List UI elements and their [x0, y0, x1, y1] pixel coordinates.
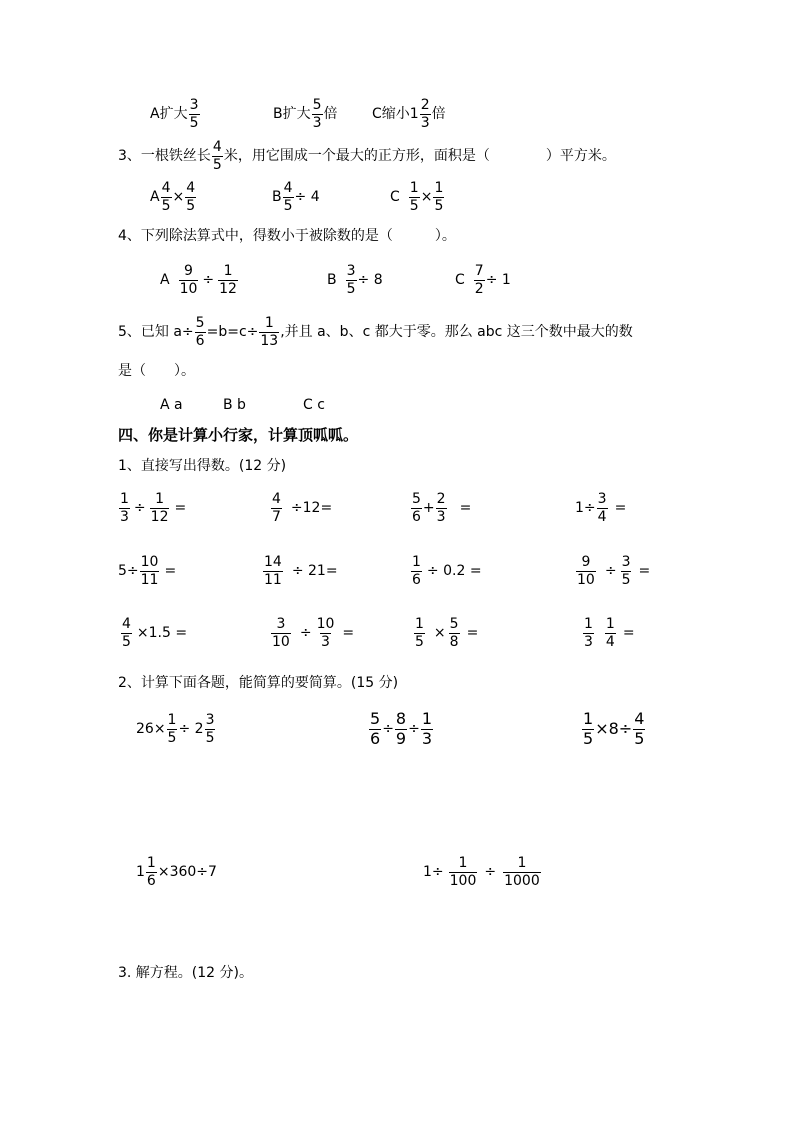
subsection-3-title: 3. 解方程。(12 分)。: [118, 965, 253, 981]
operator: ÷: [484, 864, 497, 881]
fraction: $\frac{8}{9}$: [395, 709, 407, 748]
q3-option-b: [272, 181, 320, 213]
fraction: $\frac{1}{3}$: [421, 709, 433, 748]
operator: =: [622, 625, 635, 642]
fraction: 5 3: [312, 97, 322, 131]
option-label: B: [272, 189, 282, 206]
operator: ÷: [299, 625, 312, 642]
operator: ×360÷7: [157, 864, 217, 881]
fraction: 2 3: [420, 97, 430, 131]
option-label: A扩大: [150, 106, 188, 123]
q5-option-b: B b: [223, 397, 246, 413]
operator: 5÷: [118, 563, 139, 580]
question-5-line2: 是（ ）。: [118, 363, 195, 379]
calc-item: [120, 617, 187, 649]
operator: ÷ 0.2 =: [426, 563, 482, 580]
calc-item: [118, 492, 186, 524]
calc-item: [410, 492, 471, 524]
operator: ÷: [382, 721, 394, 738]
question-4: 4、下列除法算式中，得数小于被除数的是（ ）。: [118, 228, 456, 244]
q4-option-a: [160, 264, 239, 296]
subsection-2-title: 2、计算下面各题，能简算的要简算。(15 分): [118, 675, 399, 691]
operator: +: [422, 500, 435, 517]
q2-option-c: [372, 98, 446, 130]
operator: 1÷: [423, 864, 444, 881]
fraction: $\frac{1}{1000}$: [504, 855, 540, 889]
fraction: $\frac{1}{5}$: [415, 616, 424, 650]
calc-item: [270, 617, 354, 649]
fraction: $\frac{5}{6}$: [370, 709, 381, 748]
operator: =: [342, 625, 355, 642]
fraction: $\frac{1}{12}$: [150, 491, 169, 525]
operator: ÷: [202, 272, 215, 289]
calc-item: [270, 492, 332, 524]
operator: ÷ 2: [178, 721, 204, 738]
fraction: $\frac{10}{3}$: [316, 616, 335, 650]
operator: ÷: [408, 721, 420, 738]
fraction: $\frac{4}{7}$: [272, 491, 281, 525]
calc-item: [423, 856, 542, 888]
operator: ×: [433, 625, 446, 642]
option-label: C: [455, 272, 465, 289]
option-label: A: [150, 189, 160, 206]
calc-item: [575, 492, 626, 524]
section-title: 四、你是计算小行家，计算顶呱呱。: [118, 426, 359, 444]
fraction: 3 5: [189, 97, 199, 131]
question-text: =b=c÷: [206, 324, 259, 341]
operator: =: [638, 563, 651, 580]
operator: =: [164, 563, 177, 580]
calc-item: [410, 555, 482, 587]
q5-option-a: A a: [160, 397, 183, 413]
calc-item: [413, 617, 478, 649]
option-label: C缩小: [372, 106, 410, 123]
operator: =: [459, 500, 472, 517]
option-label: B: [327, 272, 337, 289]
operator: =: [466, 625, 479, 642]
fraction: $\frac{1}{5}$: [409, 180, 419, 214]
q2-option-b: [273, 98, 338, 130]
option-label: A: [160, 272, 170, 289]
subsection-1-title: 1、直接写出得数。(12 分): [118, 458, 287, 474]
fraction: $\frac{3}{10}$: [272, 616, 290, 650]
fraction: $\frac{4}{5}$: [186, 180, 196, 214]
fraction: $\frac{3}{4}$: [597, 491, 607, 525]
question-text: ,并且 a、b、c 都大于零。那么 abc 这三个数中最大的数: [280, 324, 633, 341]
operator: ÷ 1: [485, 272, 511, 289]
q3-option-c: [390, 181, 445, 213]
operator: ×: [420, 189, 433, 206]
fraction: $\frac{1}{5}$: [583, 709, 594, 748]
question-3: [118, 140, 616, 172]
operator: ÷ 21=: [291, 563, 338, 580]
calc-item: [136, 713, 216, 745]
fraction: $\frac{5}{6}$: [195, 315, 205, 349]
operator: =: [174, 500, 187, 517]
fraction: $\frac{1}{6}$: [146, 855, 156, 889]
fraction: $\frac{1}{6}$: [412, 554, 421, 588]
fraction: $\frac{5}{8}$: [449, 616, 459, 650]
fraction: $\frac{1}{4}$: [605, 616, 615, 650]
fraction: 5 6: [412, 491, 421, 525]
fraction: $\frac{2}{3}$: [436, 491, 446, 525]
calc-item: [368, 711, 434, 748]
q4-option-c: [455, 264, 511, 296]
fraction: $\frac{4}{5}$: [161, 180, 171, 214]
fraction: 3 5: [205, 712, 215, 746]
calc-item: [262, 555, 338, 587]
operator: ÷12=: [290, 500, 333, 517]
mixed-whole: 1: [409, 106, 419, 123]
fraction: $\frac{9}{10}$: [577, 554, 595, 588]
option-label: C: [390, 189, 400, 206]
calc-item: [582, 617, 635, 649]
question-text: 3、一根铁丝长: [118, 148, 211, 165]
fraction: 1 3: [584, 616, 593, 650]
fraction: $\frac{4}{5}$: [283, 180, 293, 214]
q4-option-b: [327, 264, 383, 296]
operator: ÷ 8: [357, 272, 383, 289]
question-text: 5、已知 a÷: [118, 324, 194, 341]
fraction: $\frac{10}{11}$: [140, 554, 159, 588]
fraction: $\frac{1}{12}$: [219, 263, 237, 297]
option-suffix: 倍: [431, 106, 446, 123]
question-5: [118, 316, 633, 348]
q5-option-c: C c: [303, 397, 325, 413]
calc-item: [118, 555, 176, 587]
operator: 1÷: [575, 500, 596, 517]
operator: 26×: [136, 721, 166, 738]
calc-item: [581, 711, 646, 748]
question-text: 米，用它围成一个最大的正方形，面积是（ ）平方米。: [223, 148, 616, 165]
fraction: $\frac{1}{5}$: [167, 712, 177, 746]
operator: ×: [172, 189, 185, 206]
q2-option-a: [150, 98, 201, 130]
fraction: $\frac{14}{11}$: [264, 554, 282, 588]
q3-option-a: [150, 181, 197, 213]
fraction: $\frac{3}{5}$: [621, 554, 631, 588]
fraction: $\frac{7}{2}$: [474, 263, 484, 297]
operator: ÷: [604, 563, 617, 580]
operator: =: [614, 500, 627, 517]
operator: ÷: [133, 500, 146, 517]
operator: ÷ 4: [294, 189, 320, 206]
calc-item: [136, 856, 217, 888]
fraction: $\frac{1}{3}$: [120, 491, 129, 525]
fraction: $\frac{4}{5}$: [634, 709, 645, 748]
option-label: B扩大: [273, 106, 311, 123]
fraction: $\frac{1}{5}$: [434, 180, 444, 214]
operator: ×1.5 =: [136, 625, 188, 642]
fraction: $\frac{1}{13}$: [260, 315, 279, 349]
operator: ×8÷: [595, 719, 633, 739]
fraction: $\frac{9}{10}$: [179, 263, 198, 297]
calc-item: [575, 555, 650, 587]
option-suffix: 倍: [323, 106, 338, 123]
fraction: $\frac{4}{5}$: [122, 616, 131, 650]
fraction: $\frac{1}{100}$: [449, 855, 477, 889]
operator: 1: [136, 864, 145, 881]
fraction: $\frac{3}{5}$: [346, 263, 356, 297]
fraction: 4 5: [212, 139, 222, 173]
